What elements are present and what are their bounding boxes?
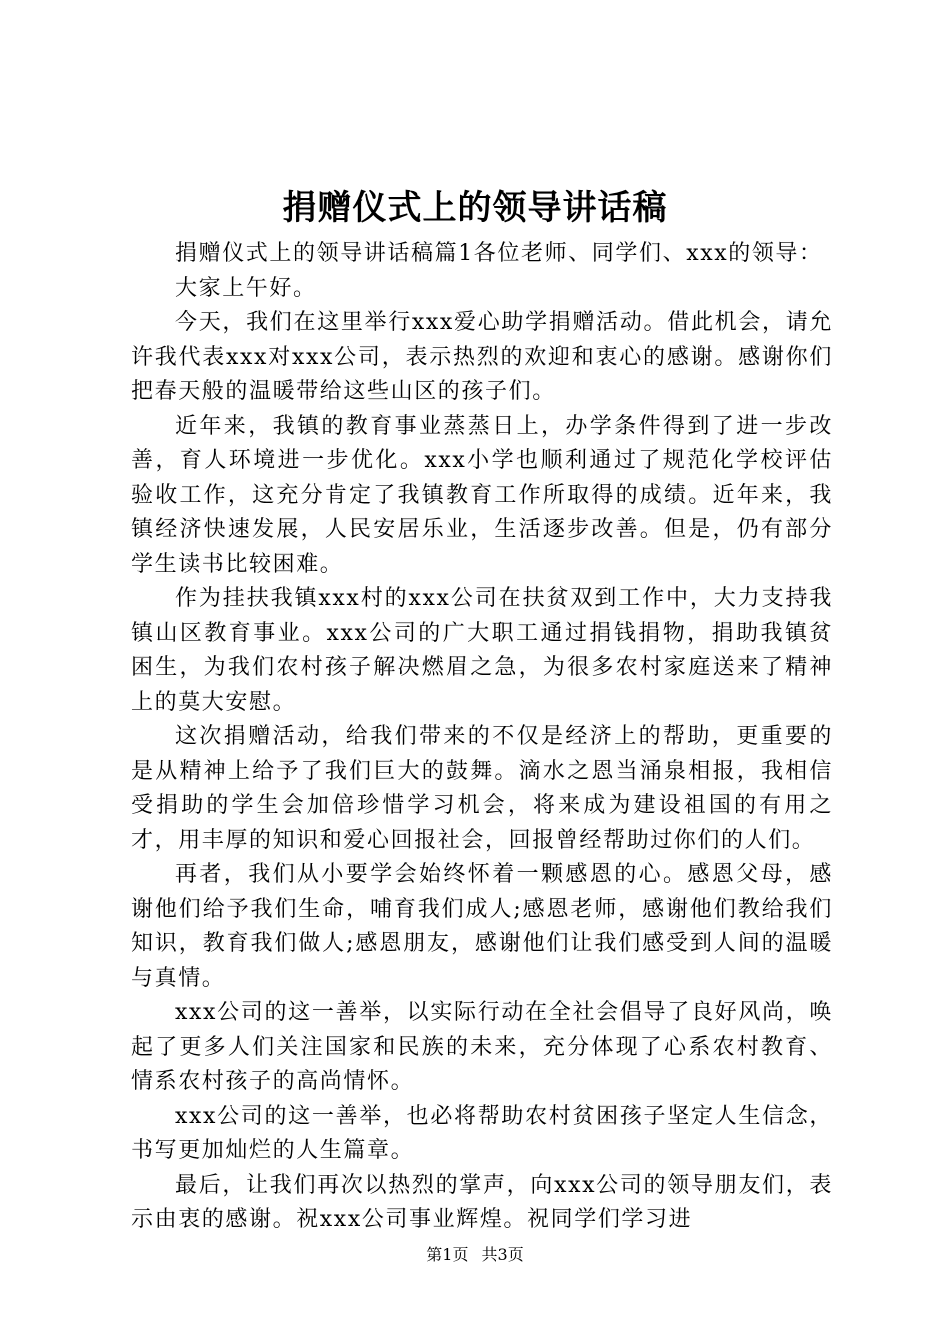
page-total: 共3页 xyxy=(481,1245,524,1264)
paragraph-closing: 最后，让我们再次以热烈的掌声，向xxx公司的领导朋友们，表示由衷的感谢。祝xxx公司事业辉煌。祝同学们学习进 xyxy=(131,1172,833,1232)
paragraph-support: 作为挂扶我镇xxx村的xxx公司在扶贫双到工作中，大力支持我镇山区教育事业。xxx公司的广大职工通过捐钱捐物，捐助我镇贫困生，为我们农村孩子解决燃眉之急，为很多农村家庭送来了精神上的莫大安慰。 xyxy=(131,586,833,715)
page-number: 第1页 xyxy=(426,1245,469,1264)
paragraph-greeting: 捐赠仪式上的领导讲话稿篇1各位老师、同学们、xxx的领导： xyxy=(175,241,823,266)
page-footer xyxy=(0,1244,950,1266)
paragraph-hello: 大家上午好。 xyxy=(175,275,317,301)
paragraph-gratitude: 再者，我们从小要学会始终怀着一颗感恩的心。感恩父母，感谢他们给予我们生命，哺育我们成人;感恩老师，感谢他们教给我们知识，教育我们做人;感恩朋友，感谢他们让我们感受到人间的温暖与真情。 xyxy=(131,862,833,991)
document-title: 捐赠仪式上的领导讲话稿 xyxy=(282,188,668,228)
paragraph-today: 今天，我们在这里举行xxx爱心助学捐赠活动。借此机会，请允许我代表xxx对xxx公司，表示热烈的欢迎和衷心的感谢。感谢你们把春天般的温暖带给这些山区的孩子们。 xyxy=(131,310,833,404)
paragraph-belief: xxx公司的这一善举，也必将帮助农村贫困孩子坚定人生信念，书写更加灿烂的人生篇章。 xyxy=(131,1103,833,1163)
paragraph-encouragement: 这次捐赠活动，给我们带来的不仅是经济上的帮助，更重要的是从精神上给予了我们巨大的鼓舞。滴水之恩当涌泉相报，我相信受捐助的学生会加倍珍惜学习机会，将来成为建设祖国的有用之才，用丰厚的知识和爱心回报社会，回报曾经帮助过你们的人们。 xyxy=(131,724,833,853)
paragraph-recent-years: 近年来，我镇的教育事业蒸蒸日上，办学条件得到了进一步改善，育人环境进一步优化。xxx小学也顺利通过了规范化学校评估验收工作，这充分肯定了我镇教育工作所取得的成绩。近年来，我镇经济快速发展，人民安居乐业，生活逐步改善。但是，仍有部分学生读书比较困难。 xyxy=(131,413,833,577)
paragraph-good-deed: xxx公司的这一善举，以实际行动在全社会倡导了良好风尚，唤起了更多人们关注国家和民族的未来，充分体现了心系农村教育、情系农村孩子的高尚情怀。 xyxy=(131,1000,833,1094)
document-body xyxy=(131,237,833,1238)
